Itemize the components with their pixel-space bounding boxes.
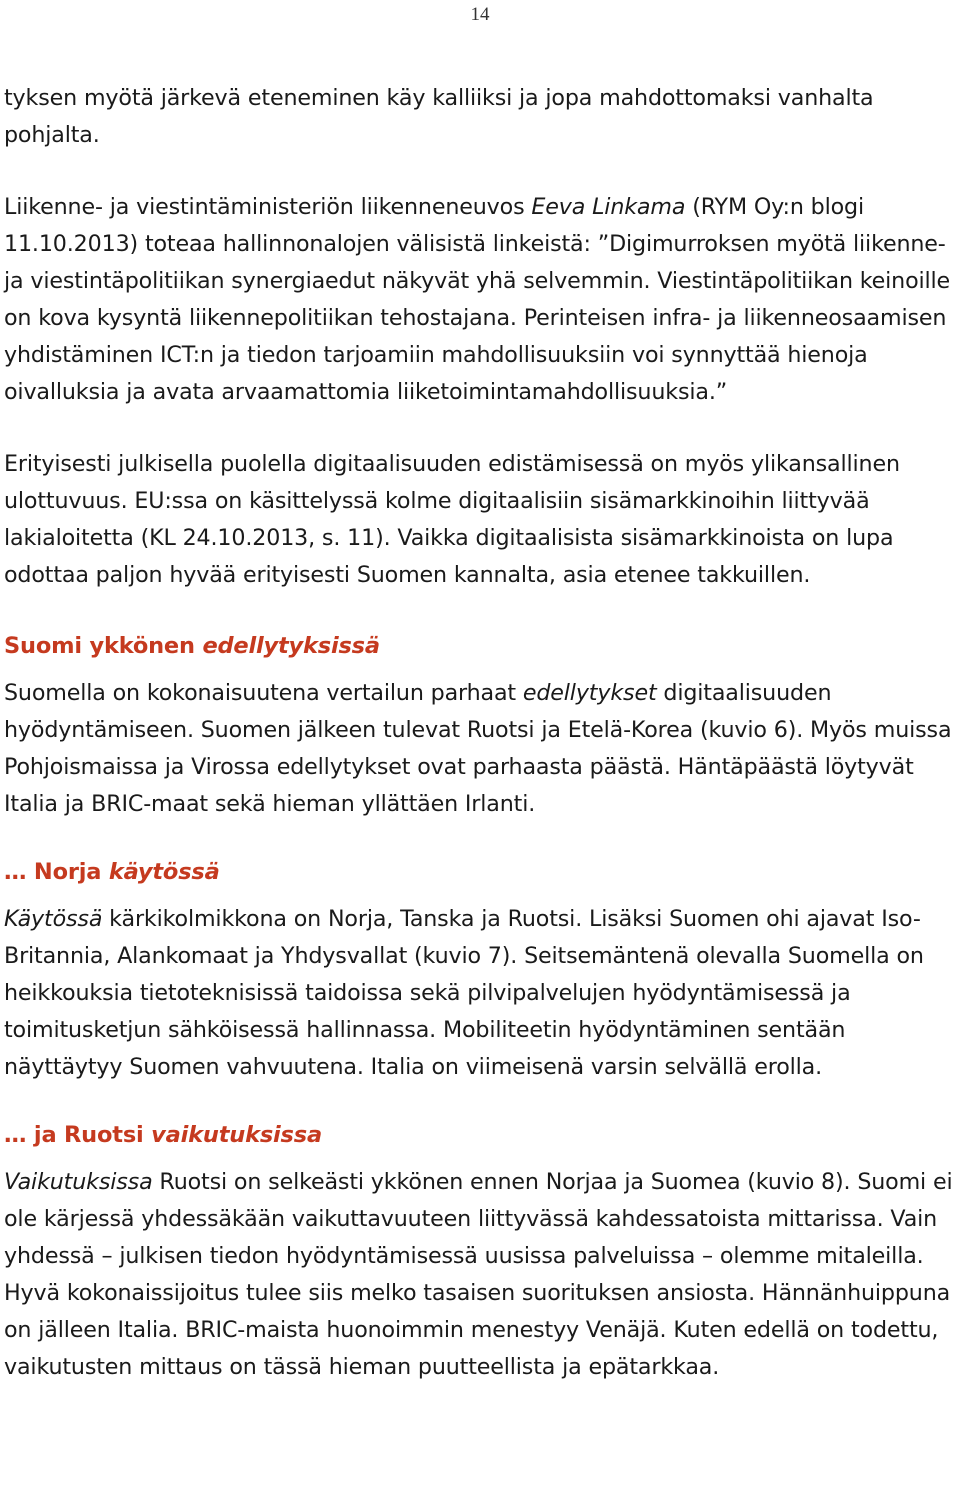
paragraph-linkama-quote xyxy=(4,189,958,411)
paragraph-edellytykset xyxy=(4,675,958,823)
heading-italic-text: edellytyksissä xyxy=(202,633,380,659)
quote-body-text: (RYM Oy:n blogi 11.10.2013) toteaa hallinnonalojen välisistä linkeistä: ”Digimurroksen myötä liikenne- ja viestintäpolitiikan synergiaedut näkyvät yhä selvemmin. Viestintäpolitiikan keinoille on kova kysyntä liikennepolitiikan tehostajana. Perinteisen infra- ja liikenneosaamisen yhdistäminen ICT:n ja tiedon tarjoamiin mahdollisuuksiin voi synnyttää hienoja oivalluksia ja avata arvaamattomia liiketoimintamahdollisuuksia.” xyxy=(4,194,951,405)
section-heading-vaikutuksissa xyxy=(4,1118,958,1152)
body-emphasis: edellytykset xyxy=(522,680,657,706)
page-number: 14 xyxy=(470,4,490,25)
body-text: digitaalisuuden hyödyntämiseen. Suomen jälkeen tulevat Ruotsi ja Etelä-Korea (kuvio 6). Myös muissa Pohjoismaissa ja Virossa edellytykset ovat parhaasta päästä. Häntäpäästä löytyvät Italia ja BRIC-maat sekä hieman yllättäen Irlanti. xyxy=(4,680,952,817)
heading-plain-text: Suomi ykkönen xyxy=(4,633,203,659)
document-body xyxy=(4,80,958,1386)
heading-italic-text: vaikutuksissa xyxy=(151,1122,322,1148)
person-name: Eeva Linkama xyxy=(531,194,686,220)
heading-italic-text: käytössä xyxy=(108,859,220,885)
body-text: Suomella on kokonaisuutena vertailun parhaat xyxy=(4,680,523,706)
heading-plain-text: … Norja xyxy=(4,859,109,885)
paragraph-eu-digital: Erityisesti julkisella puolella digitaalisuuden edistämisessä on myös ylikansallinen ulottuvuus. EU:ssa on käsittelyssä kolme digitaalisiin sisämarkkinoihin liittyvää lakialoitetta (KL 24.10.2013, s. 11). Vaikka digitaalisista sisämarkkinoista on lupa odottaa paljon hyvää erityisesti Suomen kannalta, asia etenee takkuillen. xyxy=(4,451,900,588)
body-emphasis: Käytössä xyxy=(4,906,103,932)
paragraph-kaytossa xyxy=(4,901,958,1086)
section-heading-kaytossa xyxy=(4,855,958,889)
quote-lead-text: Liikenne- ja viestintäministeriön liikenneneuvos xyxy=(4,194,532,220)
paragraph-intro-continuation: tyksen myötä järkevä eteneminen käy kalliiksi ja jopa mahdottomaksi vanhalta pohjalta. xyxy=(4,85,874,148)
section-heading-edellytykset xyxy=(4,629,958,663)
heading-plain-text: … ja Ruotsi xyxy=(4,1122,152,1148)
body-emphasis: Vaikutuksissa xyxy=(4,1169,153,1195)
body-text: kärkikolmikkona on Norja, Tanska ja Ruotsi. Lisäksi Suomen ohi ajavat Iso-Britannia, Alankomaat ja Yhdysvallat (kuvio 7). Seitsemäntenä olevalla Suomella on heikkouksia tietoteknisissä taidoissa sekä pilvipalvelujen hyödyntämisessä ja toimitusketjun sähköisessä hallinnassa. Mobiliteetin hyödyntäminen sentään näyttäytyy Suomen vahvuutena. Italia on viimeisenä varsin selvällä erolla. xyxy=(4,906,924,1080)
body-text: Ruotsi on selkeästi ykkönen ennen Norjaa ja Suomea (kuvio 8). Suomi ei ole kärjessä yhdessäkään vaikuttavuuteen liittyvässä kahdessatoista mittarissa. Vain yhdessä – julkisen tiedon hyödyntämisessä uusissa palveluissa – olemme mitaleilla. Hyvä kokonaissijoitus tulee siis melko tasaisen suorituksen ansiosta. Hännänhuippuna on jälleen Italia. BRIC-maista huonoimmin menestyy Venäjä. Kuten edellä on todettu, vaikutusten mittaus on tässä hieman puutteellista ja epätarkkaa. xyxy=(4,1169,953,1380)
paragraph-vaikutuksissa xyxy=(4,1164,958,1386)
